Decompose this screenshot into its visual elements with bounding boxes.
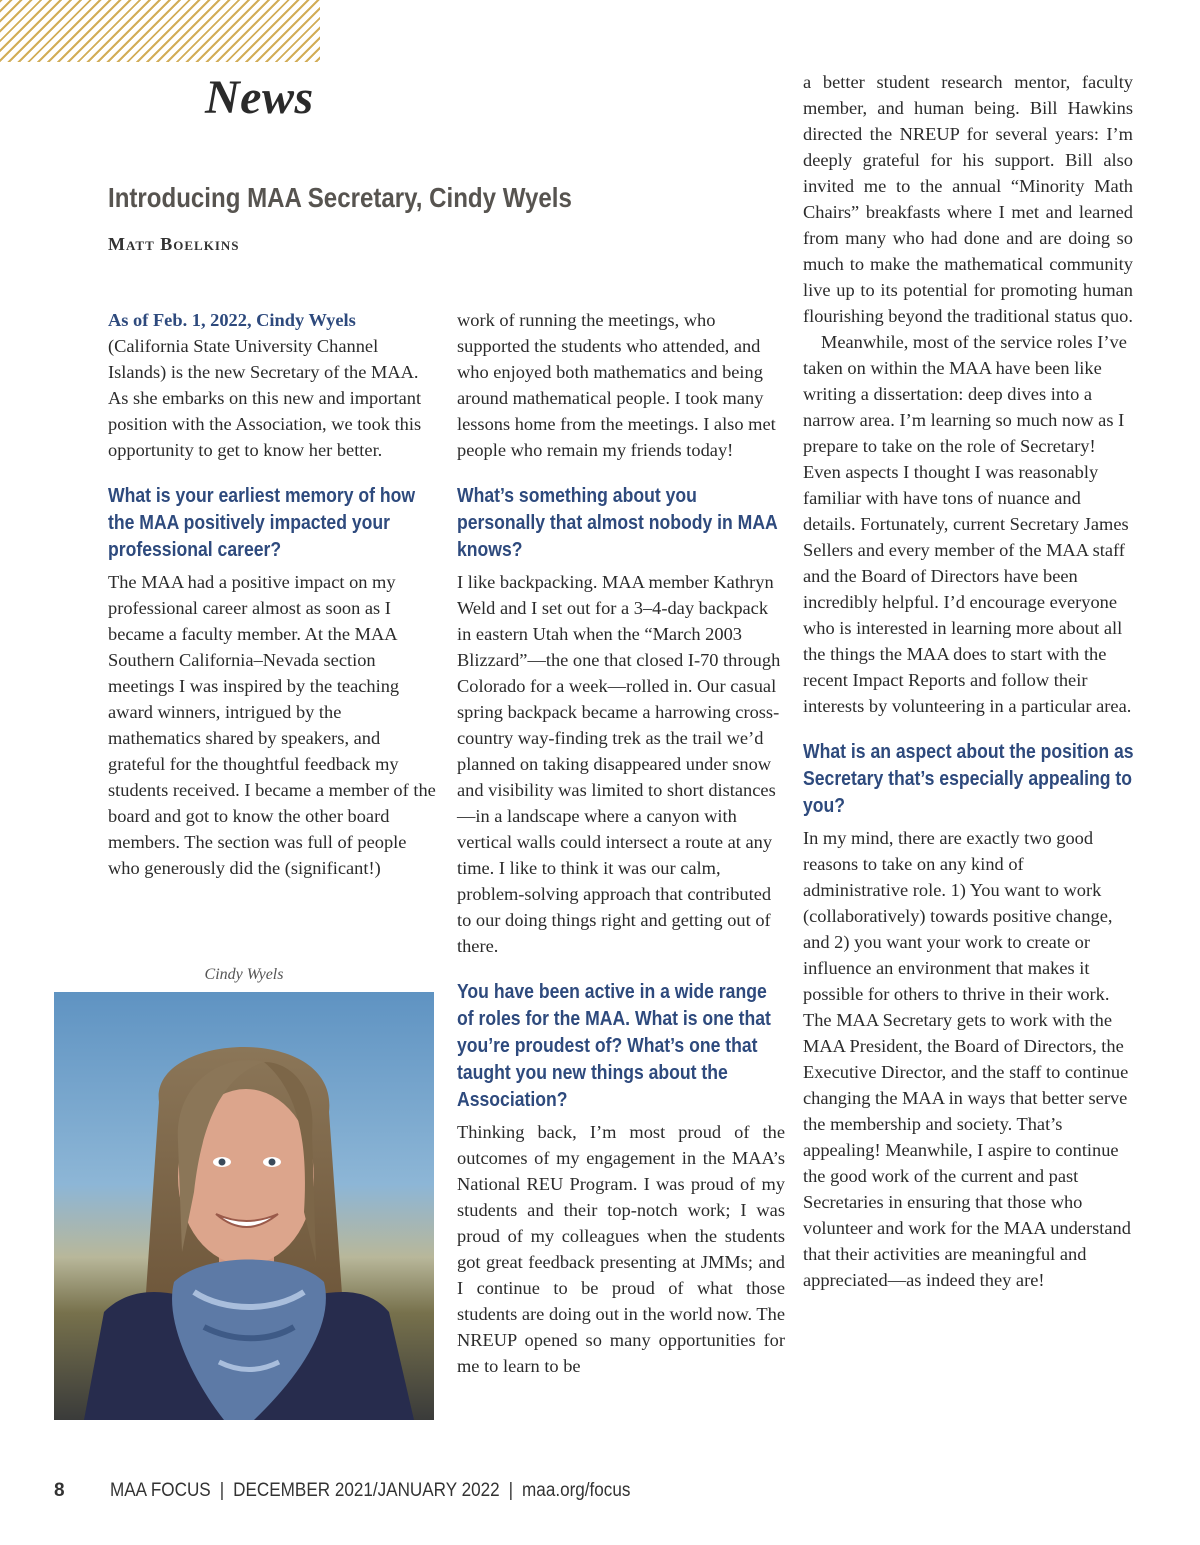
column-1 (108, 307, 438, 881)
question-2: What’s something about you personally that almost nobody in MAA knows? (457, 485, 778, 561)
footer-url[interactable]: maa.org/focus (522, 1480, 631, 1501)
column-3 (803, 69, 1133, 1293)
footer-separator: | (508, 1480, 514, 1501)
page-footer (54, 1480, 1200, 1504)
intro-lead: As of Feb. 1, 2022, Cindy Wyels (108, 310, 356, 330)
answer-1-continued: work of running the meetings, who supported the students who attended, and who enjoyed both mathematics and being around mathematical people. I took many lessons home from the meetings. I also met people who remain my friends today! (457, 310, 776, 460)
page-number: 8 (54, 1480, 65, 1501)
column-2 (457, 307, 785, 1379)
byline: Matt Boelkins (108, 234, 240, 254)
footer-separator: | (219, 1480, 225, 1501)
answer-3-continued: a better student research mentor, faculty member, and human being. Bill Hawkins directed the NREUP for several years: I’m deeply grateful for his support. Bill also invited me to the annual “Minority Math Chairs” breakfasts where I met and learned from many who had done and are doing so much to make the mathematical community live up to its potential for promoting human flourishing beyond the traditional status quo. (803, 72, 1133, 326)
intro-text: (California State University Channel Islands) is the new Secretary of the MAA. As she embarks on this new and important position with the Association, we took this opportunity to get to know her better. (108, 336, 422, 460)
question-3: You have been active in a wide range of roles for the MAA. What is one that you’re proudest of? What’s one that taught you new things about the Association? (457, 981, 771, 1111)
photo-caption: Cindy Wyels (204, 966, 284, 983)
answer-3-paragraph-2: Meanwhile, most of the service roles I’ve taken on within the MAA have been like writing a dissertation: deep dives into a narrow area. I’m learning so much now as I prepare to take on the role of Secretary! Even aspects I thought I was reasonably familiar with have tons of nuance and details. Fortunately, current Secretary James Sellers and every member of the MAA staff and the Board of Directors have been incredibly helpful. I’d encourage everyone who is interested in learning more about all the things the MAA does to start with the recent Impact Reports and follow their interests by volunteering in a particular area. (803, 332, 1132, 716)
footer-text (110, 1480, 630, 1502)
publication-name: MAA FOCUS (110, 1480, 211, 1501)
section-title: News (205, 71, 314, 124)
portrait-illustration (54, 992, 434, 1420)
article-title: Introducing MAA Secretary, Cindy Wyels (108, 182, 572, 213)
answer-2: I like backpacking. MAA member Kathryn Weld and I set out for a 3–4-day backpack in eastern Utah when the “March 2003 Blizzard”—the one that closed I-70 through Colorado for a week—rolled in. Our casual spring backpack became a harrowing cross-country way-finding trek as the trail we’d planned on taking disappeared under snow and visibility was limited to short distances—in a landscape where a canyon with vertical walls could intersect a route at any time. I like to think it was our calm, problem-solving approach that contributed to our doing things right and getting out of there. (457, 572, 781, 956)
issue-date: DECEMBER 2021/JANUARY 2022 (233, 1480, 500, 1501)
answer-3: Thinking back, I’m most proud of the outcomes of my engagement in the MAA’s National REU Program. I was proud of my students and their top-notch work; I was proud of my colleagues when the students got great feedback presenting at JMMs; and I continue to be proud of what those students are doing out in the world now. The NREUP opened so many opportunities for me to learn to be (457, 1122, 785, 1376)
question-4: What is an aspect about the position as Secretary that’s especially appealing to you? (803, 741, 1134, 817)
answer-4: In my mind, there are exactly two good reasons to take on any kind of administrative role. 1) You want to work (collaboratively) towards positive change, and 2) you want your work to create or influence an environment that makes it possible for others to thrive in their work. The MAA Secretary gets to work with the MAA President, the Board of Directors, the Executive Director, and the staff to continue changing the MAA in ways that better serve the membership and society. That’s appealing! Meanwhile, I aspire to continue the good work of the current and past Secretaries in ensuring that those who volunteer and work for the MAA understand that their activities are meaningful and appreciated—as indeed they are! (803, 828, 1131, 1290)
intro-paragraph (108, 307, 438, 463)
question-1: What is your earliest memory of how the MAA positively impacted your professional career? (108, 485, 416, 561)
decorative-hatch-pattern (0, 0, 320, 62)
portrait-photo (54, 992, 434, 1420)
answer-1: The MAA had a positive impact on my professional career almost as soon as I became a faculty member. At the MAA Southern California–Nevada section meetings I was inspired by the teaching award winners, intrigued by the mathematics shared by speakers, and grateful for the thoughtful feedback my students received. I became a member of the board and got to know the other board members. The section was full of people who generously did the (significant!) (108, 572, 436, 878)
